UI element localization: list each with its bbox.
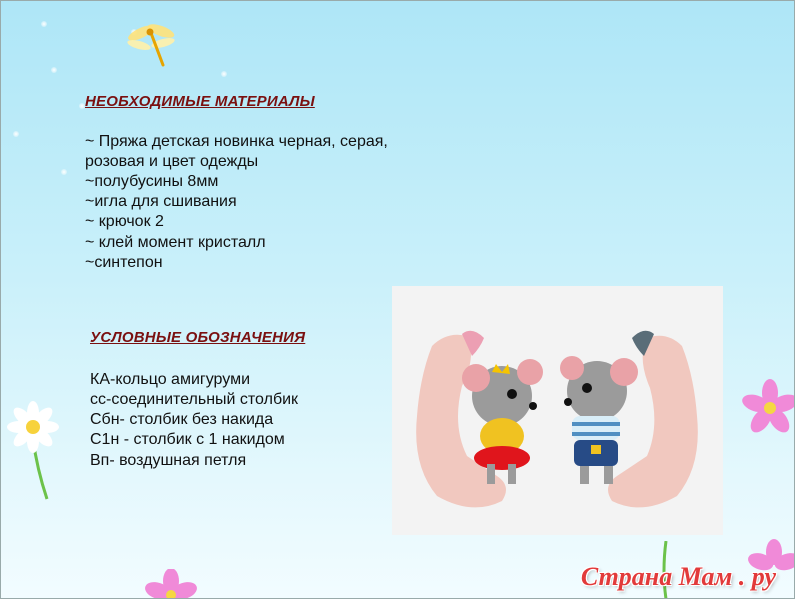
pink-flower-icon [141, 569, 201, 599]
legend-line: КА-кольцо амигуруми [90, 371, 251, 388]
sparkle [41, 21, 47, 27]
sparkle [13, 131, 19, 137]
materials-line: ~синтепон [85, 254, 163, 271]
product-photo [392, 286, 723, 535]
legend-line: Вп- воздушная петля [90, 452, 247, 469]
site-watermark: Страна Мам . ру [580, 562, 776, 591]
legend-line: С1н - столбик с 1 накидом [90, 431, 285, 448]
materials-line: ~полубусины 8мм [85, 173, 219, 190]
dragonfly-icon [123, 19, 183, 69]
materials-heading: НЕОБХОДИМЫЕ МАТЕРИАЛЫ [85, 93, 315, 110]
sparkle [51, 67, 57, 73]
sparkle [61, 169, 67, 175]
materials-line: ~игла для сшивания [85, 193, 237, 210]
materials-line: ~ крючок 2 [85, 213, 164, 230]
daisy-flower-icon [3, 399, 63, 509]
legend-line: сс-соединительный столбик [90, 391, 299, 408]
pink-flower-icon [736, 376, 795, 446]
materials-line: розовая и цвет одежды [85, 153, 259, 170]
materials-line: ~ клей момент кристалл [85, 234, 266, 251]
legend-heading: УСЛОВНЫЕ ОБОЗНАЧЕНИЯ [90, 329, 306, 346]
sparkle [221, 71, 227, 77]
legend-line: Сбн- столбик без накида [90, 411, 274, 428]
crochet-mice-photo [392, 286, 723, 535]
materials-line: ~ Пряжа детская новинка черная, серая, [85, 133, 388, 150]
